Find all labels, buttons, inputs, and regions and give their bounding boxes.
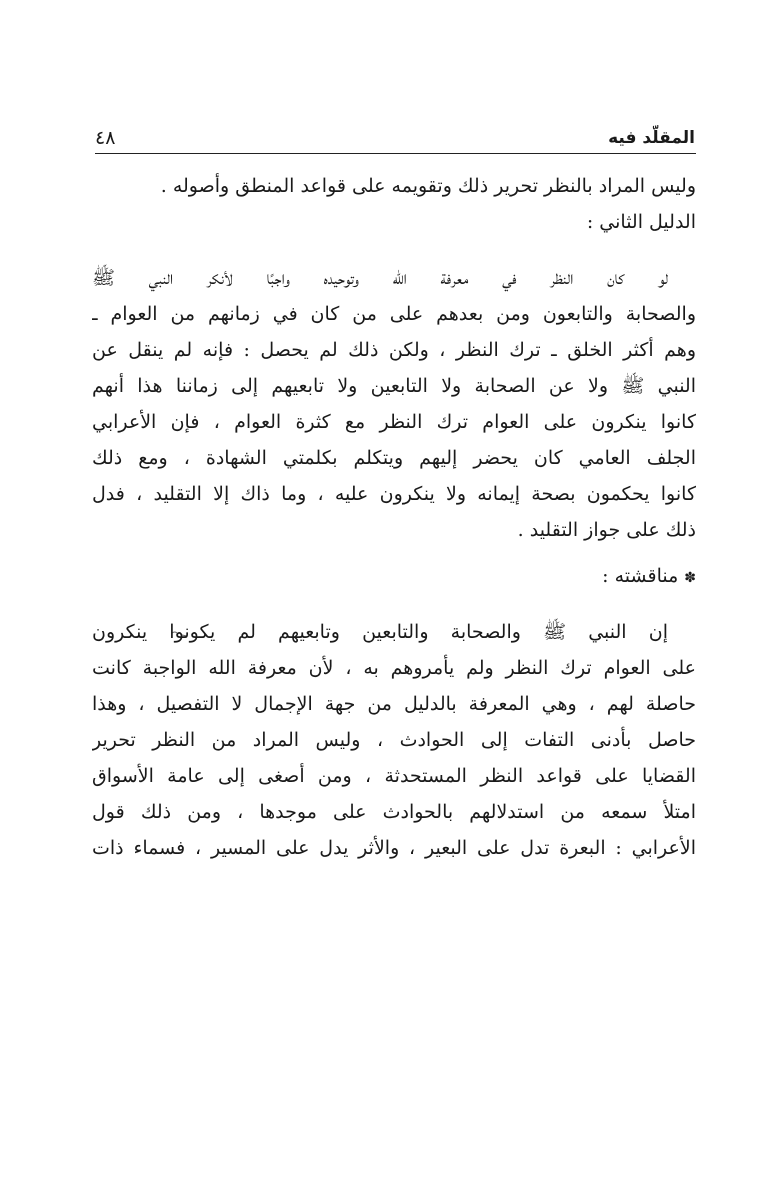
text-line: الأعرابي : البعرة تدل على البعير ، والأثر يدل على المسير ، فسماء ذات <box>92 837 696 859</box>
text-line: ذلك على جواز التقليد . <box>517 519 696 541</box>
text-line: الجلف العامي كان يحضر إليهم ويتكلم بكلمتي الشهادة ، ومع ذلك <box>92 447 696 469</box>
text-line: كانوا ينكرون على العوام ترك النظر مع كثرة العوام ، فإن الأعرابي <box>92 411 696 433</box>
text-line: وهم أكثر الخلق ـ ترك النظر ، ولكن ذلك لم يحصل : فإنه لم ينقل عن <box>92 339 696 361</box>
header-rule <box>95 153 696 154</box>
running-title: المقلّد فيه <box>608 128 695 148</box>
paragraph-gap <box>92 594 696 614</box>
paragraph-gap <box>92 548 696 558</box>
text-line: النبي ﷺ ولا عن الصحابة ولا التابعين ولا تابعيهم إلى زماننا هذا أنهم <box>92 375 696 397</box>
text-line: على العوام ترك النظر ولم يأمروهم به ، لأن معرفة الله الواجبة كانت <box>92 657 696 679</box>
text-line: لو كان النظر في معرفة الله وتوحيده واجبًا لأنكر النبي ﷺ <box>92 267 668 289</box>
text-line: القضايا على قواعد النظر المستحدثة ، ومن أصغى إلى عامة الأسواق <box>92 765 696 787</box>
text-line: والصحابة والتابعون ومن بعدهم على من كان في زمانهم من العوام ـ <box>92 303 696 325</box>
body-text <box>92 168 696 866</box>
text-line: حاصلة لهم ، وهي المعرفة بالدليل من جهة الإجمال لا التفصيل ، وهذا <box>92 693 696 715</box>
discussion-heading <box>92 558 696 594</box>
discussion-heading-label: مناقشته : <box>602 565 679 587</box>
page-number: ٤٨ <box>95 127 116 149</box>
section-heading: الدليل الثاني : <box>586 211 696 233</box>
text-line: امتلأ سمعه من استدلالهم بالحوادث على موجدها ، ومن ذلك قول <box>92 801 696 823</box>
paragraph-gap <box>92 240 696 260</box>
text-line: كانوا يحكمون بصحة إيمانه ولا ينكرون عليه ، وما ذاك إلا التقليد ، فدل <box>92 483 696 505</box>
text-line: إن النبي ﷺ والصحابة والتابعين وتابعيهم لم يكونوا ينكرون <box>92 621 668 643</box>
text-line: وليس المراد بالنظر تحرير ذلك وتقويمه على قواعد المنطق وأصوله . <box>160 175 696 197</box>
asterisk-icon: ✽ <box>684 570 696 586</box>
text-line: حاصل بأدنى التفات إلى الحوادث ، وليس المراد من النظر تحرير <box>92 729 696 751</box>
